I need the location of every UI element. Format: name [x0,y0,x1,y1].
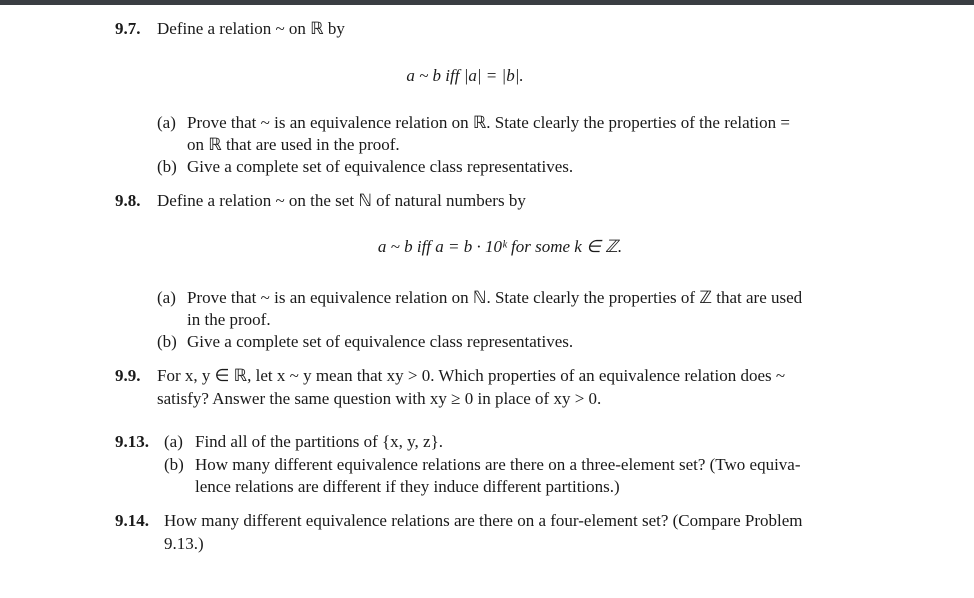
problem-intro: Define a relation ~ on ℝ by [157,19,345,38]
problem-text-line: satisfy? Answer the same question with xy ≥ 0 in place of xy > 0. [157,389,602,408]
problem-number: 9.7. [115,19,141,38]
part-label: (a) [164,432,183,451]
part-text-line: Give a complete set of equivalence class representatives. [187,332,574,351]
part-text-line: on ℝ that are used in the proof. [187,135,400,154]
problem-intro: Define a relation ~ on the set ℕ of natural numbers by [157,191,526,210]
display-equation: a ~ b iff a = b · 10ᵏ for some k ∈ ℤ. [377,237,623,256]
problem-text-line: How many different equivalence relations are there on a four-element set? (Compare Problem [164,511,803,530]
part-text-line: in the proof. [187,310,271,329]
part-label: (b) [157,332,177,351]
problem-text-line: For x, y ∈ ℝ, let x ~ y mean that xy > 0. Which properties of an equivalence relation does ~ [157,366,786,385]
part-text-line: Prove that ~ is an equivalence relation on ℝ. State clearly the properties of the relation = [187,113,790,132]
problem-number: 9.13. [115,432,149,451]
part-text-line: lence relations are different if they induce different partitions.) [195,477,620,496]
part-text-line: Prove that ~ is an equivalence relation on ℕ. State clearly the properties of ℤ that are used [187,288,803,307]
problem-number: 9.14. [115,511,149,530]
part-label: (b) [157,157,177,176]
part-text-line: How many different equivalence relations are there on a three-element set? (Two equiva- [195,455,801,474]
part-text-line: Give a complete set of equivalence class representatives. [187,157,574,176]
part-label: (b) [164,455,184,474]
part-text-line: Find all of the partitions of {x, y, z}. [195,432,443,451]
problem-number: 9.9. [115,366,141,385]
display-equation: a ~ b iff |a| = |b|. [406,66,524,85]
part-label: (a) [157,288,176,307]
window-top-bar [0,0,974,5]
problem-text-line: 9.13.) [164,534,204,553]
problem-number: 9.8. [115,191,141,210]
part-label: (a) [157,113,176,132]
